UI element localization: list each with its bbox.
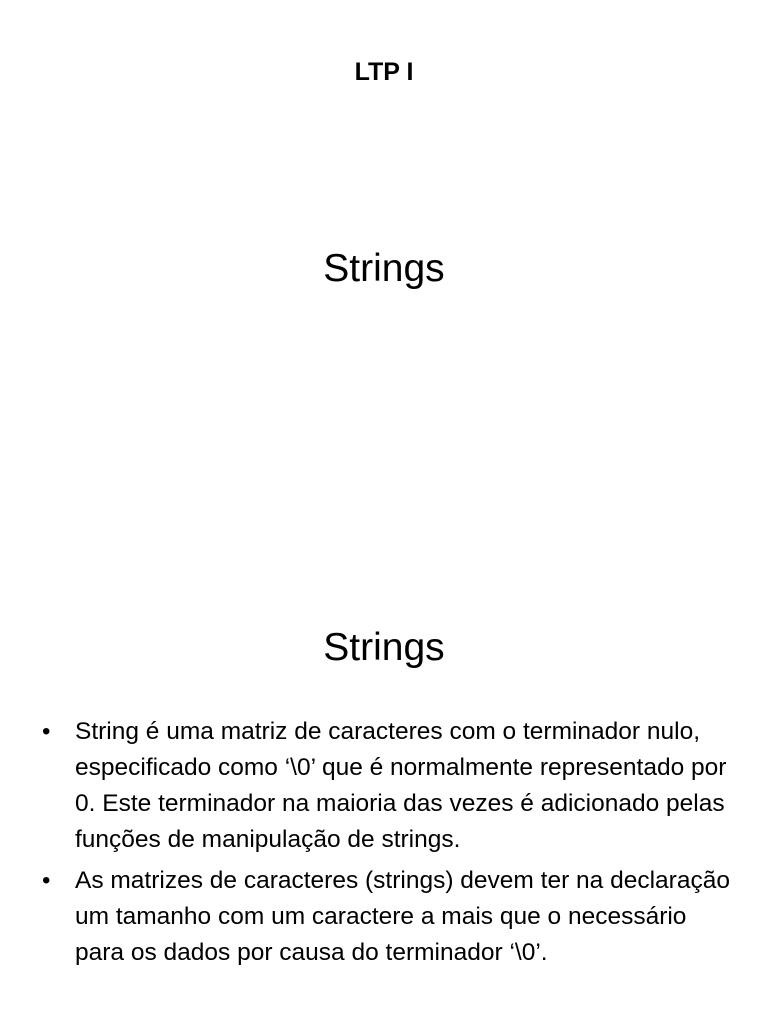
bullet-icon: • (42, 718, 51, 745)
bullet-text: String é uma matriz de caracteres com o terminador nulo, especificado como ‘\0’ que é normalmente representado por 0. Este terminador na maioria das vezes é adicionado pelas funções de manipulação de strings. (75, 718, 727, 853)
bullet-list (40, 714, 730, 976)
slide-1-title: Strings (323, 247, 445, 290)
course-title: LTP I (354, 58, 414, 86)
bullet-text: As matrizes de caracteres (strings) devem ter na declaração um tamanho com um caractere a mais que o necessário para os dados por causa do terminador ‘\0’. (75, 867, 730, 966)
slide-2-title: Strings (323, 626, 445, 669)
bullet-icon: • (42, 867, 51, 894)
bullet-item (40, 714, 730, 858)
bullet-item (40, 863, 730, 971)
